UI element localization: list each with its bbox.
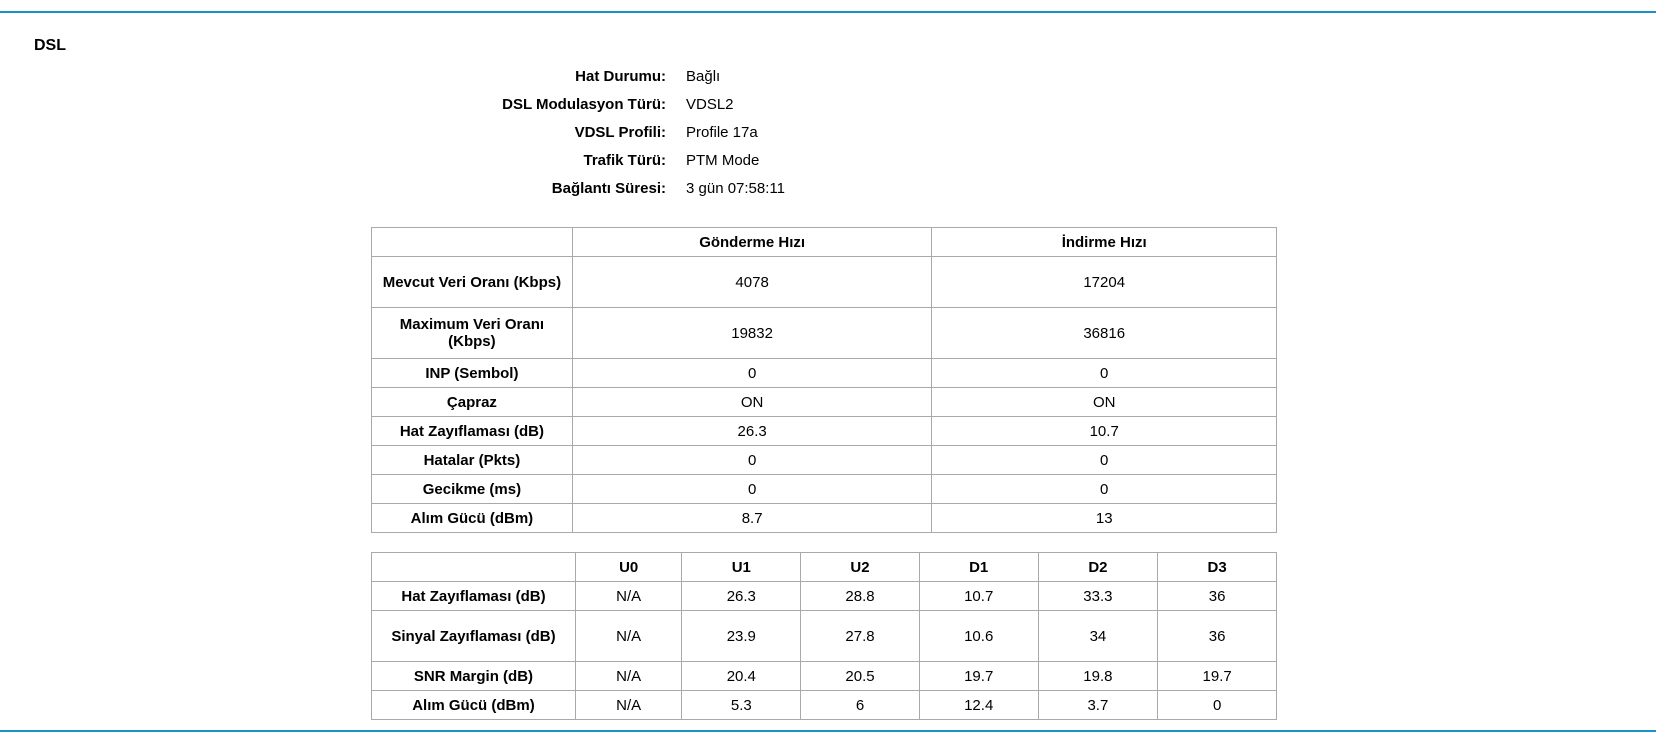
- row-label: Hat Zayıflaması (dB): [372, 417, 573, 446]
- table-header-cell: D1: [919, 553, 1038, 582]
- table-cell: 36: [1158, 611, 1277, 662]
- row-label: Çapraz: [372, 388, 573, 417]
- table-cell: 33.3: [1038, 582, 1158, 611]
- row-label: Mevcut Veri Oranı (Kbps): [372, 257, 573, 308]
- table-header-cell: İndirme Hızı: [932, 228, 1277, 257]
- table-row: [372, 662, 1277, 691]
- row-label: Gecikme (ms): [372, 475, 573, 504]
- info-label: VDSL Profili:: [574, 123, 666, 141]
- downstream-value: 36816: [932, 308, 1277, 359]
- table-cell: 27.8: [801, 611, 920, 662]
- table-cell: N/A: [575, 662, 682, 691]
- table-header-cell: [372, 553, 576, 582]
- row-label: INP (Sembol): [372, 359, 573, 388]
- dsl-status-info: [370, 62, 1070, 202]
- row-label: Maximum Veri Oranı (Kbps): [372, 308, 573, 359]
- downstream-value: 0: [932, 359, 1277, 388]
- info-value: Profile 17a: [686, 123, 758, 141]
- table-cell: 10.6: [919, 611, 1038, 662]
- info-label: Hat Durumu:: [575, 67, 666, 85]
- info-row-modulation: [370, 90, 1070, 118]
- info-row-traffic-type: [370, 146, 1070, 174]
- table-header-cell: [372, 228, 573, 257]
- table-cell: 26.3: [682, 582, 801, 611]
- table-cell: 12.4: [919, 691, 1038, 720]
- top-divider: [0, 11, 1656, 13]
- row-label: Alım Gücü (dBm): [372, 691, 576, 720]
- table-row: [372, 475, 1277, 504]
- band-stats-table: [371, 552, 1277, 720]
- downstream-value: ON: [932, 388, 1277, 417]
- table-cell: 5.3: [682, 691, 801, 720]
- table-header-cell: D3: [1158, 553, 1277, 582]
- upstream-value: 0: [572, 359, 932, 388]
- row-label: Hatalar (Pkts): [372, 446, 573, 475]
- info-value: PTM Mode: [686, 151, 760, 169]
- table-row: [372, 257, 1277, 308]
- table-header-cell: U0: [575, 553, 682, 582]
- upstream-value: 19832: [572, 308, 932, 359]
- row-label: Alım Gücü (dBm): [372, 504, 573, 533]
- table-cell: 19.7: [1158, 662, 1277, 691]
- table-cell: 23.9: [682, 611, 801, 662]
- table-header-row: [372, 228, 1277, 257]
- info-value: 3 gün 07:58:11: [686, 179, 785, 197]
- table-header-cell: D2: [1038, 553, 1158, 582]
- table-header-cell: Gönderme Hızı: [572, 228, 932, 257]
- table-row: [372, 691, 1277, 720]
- upstream-value: 0: [572, 446, 932, 475]
- table-cell: 6: [801, 691, 920, 720]
- table-row: [372, 611, 1277, 662]
- table-header-cell: U2: [801, 553, 920, 582]
- table-row: [372, 308, 1277, 359]
- rates-table: [371, 227, 1277, 533]
- info-row-line-status: [370, 62, 1070, 90]
- row-label: Sinyal Zayıflaması (dB): [372, 611, 576, 662]
- upstream-value: 26.3: [572, 417, 932, 446]
- downstream-value: 17204: [932, 257, 1277, 308]
- row-label: SNR Margin (dB): [372, 662, 576, 691]
- downstream-value: 13: [932, 504, 1277, 533]
- table-cell: 19.7: [919, 662, 1038, 691]
- table-cell: 28.8: [801, 582, 920, 611]
- row-label: Hat Zayıflaması (dB): [372, 582, 576, 611]
- upstream-value: 4078: [572, 257, 932, 308]
- table-cell: 10.7: [919, 582, 1038, 611]
- downstream-value: 0: [932, 475, 1277, 504]
- info-value: Bağlı: [686, 67, 721, 85]
- upstream-value: 0: [572, 475, 932, 504]
- table-row: [372, 504, 1277, 533]
- table-row: [372, 388, 1277, 417]
- table-row: [372, 359, 1277, 388]
- table-header-row: [372, 553, 1277, 582]
- info-label: DSL Modulasyon Türü:: [502, 95, 666, 113]
- table-cell: 20.4: [682, 662, 801, 691]
- downstream-value: 0: [932, 446, 1277, 475]
- info-row-vdsl-profile: [370, 118, 1070, 146]
- info-row-uptime: [370, 174, 1070, 202]
- table-cell: 3.7: [1038, 691, 1158, 720]
- info-value: VDSL2: [686, 95, 734, 113]
- upstream-value: 8.7: [572, 504, 932, 533]
- table-cell: 19.8: [1038, 662, 1158, 691]
- table-cell: N/A: [575, 611, 682, 662]
- section-title: DSL: [34, 37, 66, 54]
- table-row: [372, 582, 1277, 611]
- downstream-value: 10.7: [932, 417, 1277, 446]
- table-cell: 20.5: [801, 662, 920, 691]
- table-header-cell: U1: [682, 553, 801, 582]
- upstream-value: ON: [572, 388, 932, 417]
- table-cell: N/A: [575, 582, 682, 611]
- table-row: [372, 446, 1277, 475]
- table-cell: 0: [1158, 691, 1277, 720]
- table-row: [372, 417, 1277, 446]
- info-label: Trafik Türü:: [583, 151, 666, 169]
- info-label: Bağlantı Süresi:: [551, 179, 666, 197]
- table-cell: 36: [1158, 582, 1277, 611]
- bottom-divider: [0, 730, 1656, 732]
- table-cell: N/A: [575, 691, 682, 720]
- table-cell: 34: [1038, 611, 1158, 662]
